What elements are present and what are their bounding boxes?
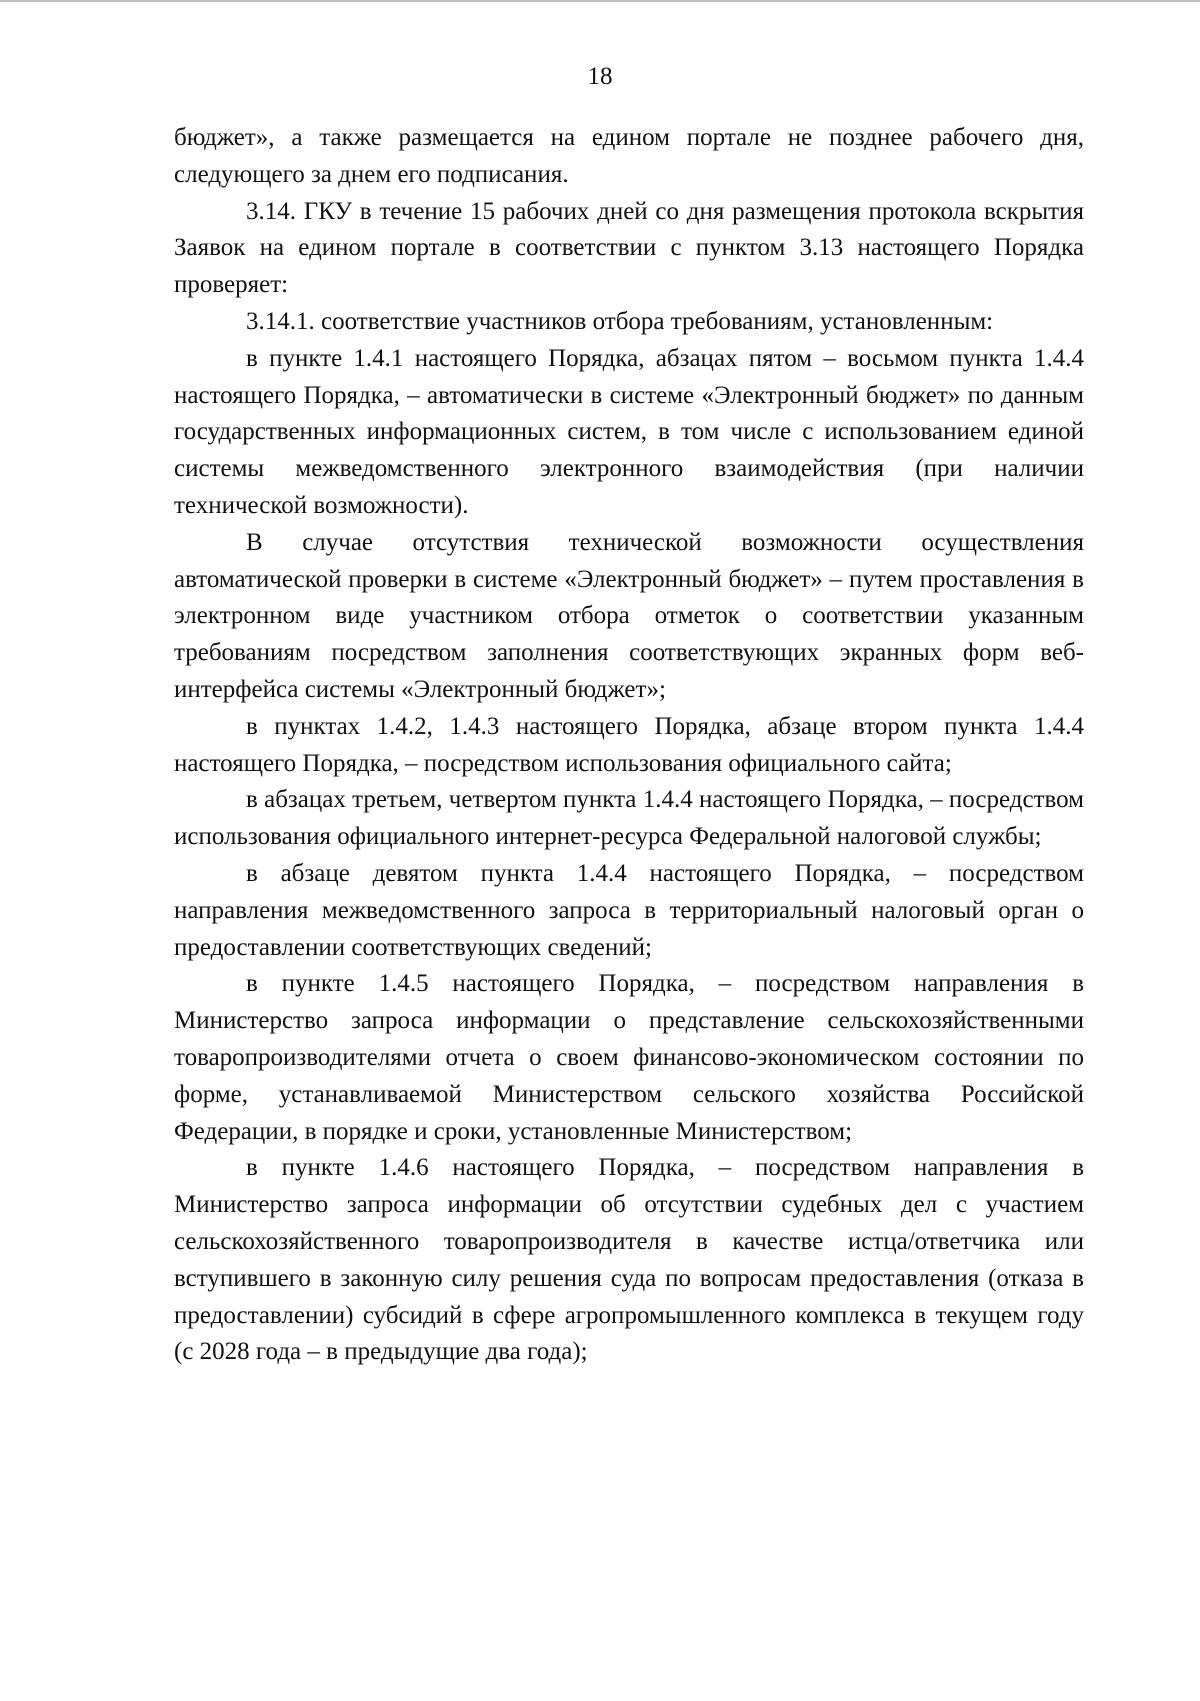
page-top-edge (0, 0, 1200, 2)
paragraph-check-tax-service: в абзацах третьем, четвертом пункта 1.4.4 настоящего Порядка, – посредством использования официального интернет-ресурса Федеральной налоговой службы; (174, 786, 1084, 851)
paragraph-continuation: бюджет», а также размещается на едином портале не позднее рабочего дня, следующего за днем его подписания. (174, 124, 1084, 188)
paragraph-no-technical-possibility: В случае отсутствия технической возможности осуществления автоматической проверки в системе «Электронный бюджет» – путем проставления в электронном виде участником отбора отметок о соответствии указанным требованиям посредством заполнения соответствующих экранных форм веб-интерфейса системы «Электронный бюджет»; (174, 528, 1084, 703)
paragraph-3-14: 3.14. ГКУ в течение 15 рабочих дней со дня размещения протокола вскрытия Заявок на едином портале в соответствии с пунктом 3.13 настоящего Порядка проверяет: (174, 197, 1084, 299)
paragraph-check-1-4-6: в пункте 1.4.6 настоящего Порядка, – посредством направления в Министерство запроса информации об отсутствии судебных дел с участием сельскохозяйственного товаропроизводителя в качестве истца/ответчика или вступившего в законную силу решения суда по вопросам предоставления (отказа в предоставлении) субсидий в сфере агропромышленного комплекса в текущем году (с 2028 года – в предыдущие два года); (174, 1154, 1084, 1366)
paragraph-check-1-4-5: в пункте 1.4.5 настоящего Порядка, – посредством направления в Министерство запроса информации о представление сельскохозяйственными товаропроизводителями отчета о своем финансово-экономическом состоянии по форме, устанавливаемой Министерством сельского хозяйства Российской Федерации, в порядке и сроки, установленные Министерством; (174, 970, 1084, 1145)
paragraph-check-1-4-2: в пунктах 1.4.2, 1.4.3 настоящего Порядка, абзаце втором пункта 1.4.4 настоящего Порядка, – посредством использования официального сайта; (174, 712, 1084, 777)
paragraph-check-tax-request: в абзаце девятом пункта 1.4.4 настоящего Порядка, – посредством направления межведомственного запроса в территориальный налоговый орган о предоставлении соответствующих сведений; (174, 859, 1084, 961)
page-number: 18 (587, 63, 613, 90)
paragraph-check-1-4-1: в пункте 1.4.1 настоящего Порядка, абзацах пятом – восьмом пункта 1.4.4 настоящего Порядка, – автоматически в системе «Электронный бюджет» по данным государственных информационных систем, в том числе с использованием единой системы межведомственного электронного взаимодействия (при наличии технической возможности). (174, 344, 1084, 519)
document-body (174, 120, 1084, 1371)
paragraph-3-14-1: 3.14.1. соответствие участников отбора требованиям, установленным: (246, 307, 994, 335)
